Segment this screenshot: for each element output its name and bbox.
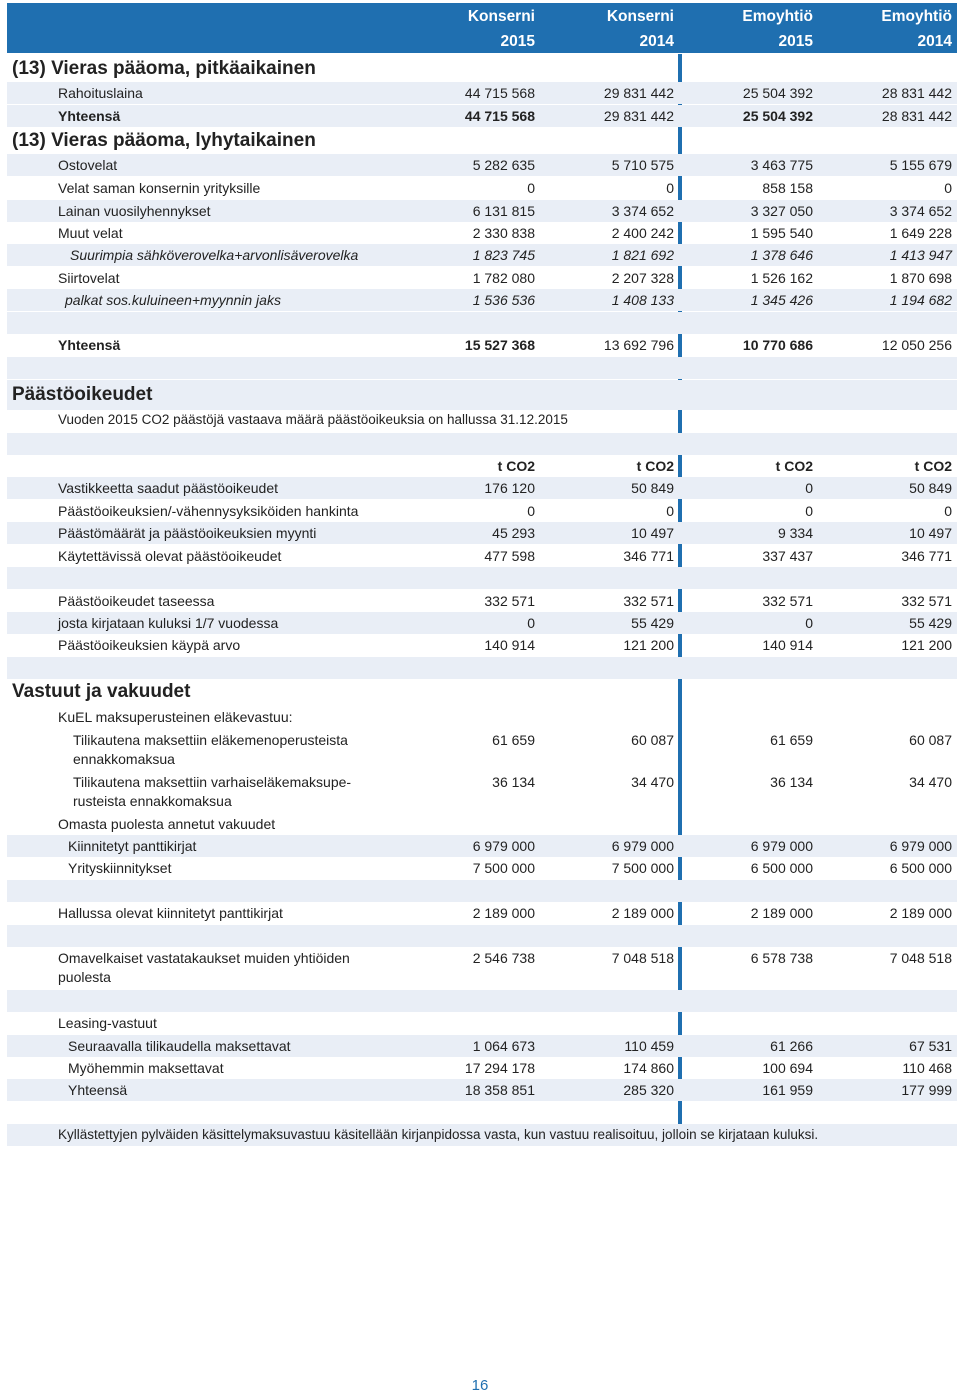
subheading-row <box>7 1012 957 1034</box>
cell: 7 500 000 <box>611 860 674 876</box>
cell: 61 659 <box>770 732 813 748</box>
cell: 0 <box>527 615 535 631</box>
cell: 140 914 <box>484 637 535 653</box>
cell: 346 771 <box>901 548 952 564</box>
cell: 2 400 242 <box>611 225 674 241</box>
table-row-total <box>7 105 957 127</box>
col-year-4: 2014 <box>917 33 952 50</box>
table-row <box>7 545 957 567</box>
unit-label: t CO2 <box>775 458 813 474</box>
table-row <box>7 835 957 857</box>
cell: 332 571 <box>484 593 535 609</box>
table-row <box>7 522 957 544</box>
cell: 2 207 328 <box>611 270 674 286</box>
cell: 1 782 080 <box>472 270 535 286</box>
cell: 28 831 442 <box>881 85 952 101</box>
cell: 2 189 000 <box>889 905 952 921</box>
table-row <box>7 634 957 656</box>
cell: 5 710 575 <box>611 157 674 173</box>
cell: 29 831 442 <box>603 108 674 124</box>
row-label: Yhteensä <box>58 337 121 353</box>
spacer-row <box>7 357 957 379</box>
cell: 6 578 738 <box>750 950 813 966</box>
cell: 44 715 568 <box>464 85 535 101</box>
cell: 50 849 <box>909 480 952 496</box>
cell: 25 504 392 <box>742 108 813 124</box>
cell: 6 500 000 <box>889 860 952 876</box>
table-row <box>7 731 957 771</box>
table-row <box>7 857 957 879</box>
cell: 2 546 738 <box>472 950 535 966</box>
cell: 10 497 <box>631 525 674 541</box>
cell: 858 158 <box>762 180 813 196</box>
cell: 10 770 686 <box>742 337 813 353</box>
row-label: Suurimpia sähköverovelka+arvonlisäverovelka <box>70 247 359 263</box>
cell: 121 200 <box>901 637 952 653</box>
col-entity-4: Emoyhtiö <box>881 8 952 25</box>
table-row <box>7 200 957 222</box>
col-entity-2: Konserni <box>606 8 674 25</box>
emissions-note: Vuoden 2015 CO2 päästöjä vastaava määrä päästöoikeuksia on hallussa 31.12.2015 <box>58 412 568 427</box>
footer-note: Kyllästettyjen pylväiden käsittelymaksuvastuu käsitellään kirjanpidossa vasta, kun vastuu realisoituu, jolloin se kirjataan kuluksi. <box>58 1127 819 1142</box>
subheading: KuEL maksuperusteinen eläkevastuu: <box>58 709 293 725</box>
cell: 1 064 673 <box>472 1038 535 1054</box>
cell: 0 <box>666 503 674 519</box>
row-label: Seuraavalla tilikaudella maksettavat <box>68 1038 291 1054</box>
table-row <box>7 612 957 634</box>
table-row <box>7 177 957 199</box>
cell: 0 <box>527 180 535 196</box>
cell: 44 715 568 <box>464 108 535 124</box>
cell: 332 571 <box>901 593 952 609</box>
cell: 1 649 228 <box>889 225 952 241</box>
cell: 285 320 <box>623 1082 674 1098</box>
cell: 1 823 745 <box>472 247 535 263</box>
cell: 1 413 947 <box>889 247 952 263</box>
cell: 61 266 <box>770 1038 813 1054</box>
cell: 1 345 426 <box>750 292 813 308</box>
row-label: Käytettävissä olevat päästöoikeudet <box>58 548 282 564</box>
cell: 55 429 <box>909 615 952 631</box>
cell: 7 048 518 <box>889 950 952 966</box>
unit-label: t CO2 <box>914 458 952 474</box>
spacer-row <box>7 312 957 334</box>
cell: 13 692 796 <box>603 337 674 353</box>
cell: 3 463 775 <box>750 157 813 173</box>
spacer-row <box>7 880 957 902</box>
subheading-row <box>7 706 957 728</box>
row-label: Omavelkaiset vastatakaukset muiden yhtiöiden puolesta <box>58 950 350 985</box>
cell: 346 771 <box>623 548 674 564</box>
cell: 477 598 <box>484 548 535 564</box>
cell: 7 500 000 <box>472 860 535 876</box>
cell: 174 860 <box>623 1060 674 1076</box>
cell: 161 959 <box>762 1082 813 1098</box>
table-row <box>7 289 957 311</box>
cell: 17 294 178 <box>464 1060 535 1076</box>
cell: 36 134 <box>492 774 535 790</box>
column-header <box>7 3 957 53</box>
section-title-long-term: (13) Vieras pääoma, pitkäaikainen <box>12 58 316 79</box>
cell: 3 374 652 <box>611 203 674 219</box>
cell: 0 <box>666 180 674 196</box>
spacer-row <box>7 433 957 455</box>
row-label: Velat saman konsernin yrityksille <box>58 180 261 196</box>
cell: 332 571 <box>762 593 813 609</box>
cell: 67 531 <box>909 1038 952 1054</box>
subheading: Leasing-vastuut <box>58 1015 157 1031</box>
spacer-row <box>7 657 957 679</box>
cell: 25 504 392 <box>742 85 813 101</box>
cell: 110 459 <box>624 1038 674 1054</box>
cell: 28 831 442 <box>881 108 952 124</box>
cell: 3 374 652 <box>889 203 952 219</box>
cell: 0 <box>944 180 952 196</box>
cell: 1 595 540 <box>750 225 813 241</box>
cell: 34 470 <box>909 774 952 790</box>
cell: 55 429 <box>631 615 674 631</box>
cell: 34 470 <box>631 774 674 790</box>
footer-row <box>7 1124 957 1146</box>
spacer-row <box>7 925 957 947</box>
row-label: Tilikautena maksettiin eläkemenoperusteista ennakkomaksua <box>73 732 348 767</box>
cell: 6 979 000 <box>889 838 952 854</box>
row-label: Ostovelat <box>58 157 118 173</box>
cell: 18 358 851 <box>464 1082 535 1098</box>
unit-label: t CO2 <box>497 458 535 474</box>
row-label: Rahoituslaina <box>58 85 143 101</box>
table-row <box>7 500 957 522</box>
cell: 60 087 <box>909 732 952 748</box>
row-label: Yhteensä <box>58 108 121 124</box>
table-row <box>7 773 957 813</box>
cell: 177 999 <box>901 1082 952 1098</box>
table-row <box>7 1079 957 1101</box>
cell: 2 189 000 <box>611 905 674 921</box>
cell: 2 330 838 <box>472 225 535 241</box>
section-title-liabilities: Vastuut ja vakuudet <box>12 681 191 702</box>
col-entity-3: Emoyhtiö <box>742 8 813 25</box>
row-label: Päästöoikeudet taseessa <box>58 593 215 609</box>
row-label: Päästöoikeuksien käypä arvo <box>58 637 241 653</box>
table-row <box>7 267 957 289</box>
spacer-row <box>7 567 957 589</box>
row-label: Päästömäärät ja päästöoikeuksien myynti <box>58 525 317 541</box>
cell: 1 378 646 <box>750 247 813 263</box>
cell: 3 327 050 <box>750 203 813 219</box>
cell: 60 087 <box>631 732 674 748</box>
row-label: Myöhemmin maksettavat <box>68 1060 224 1076</box>
cell: 6 979 000 <box>472 838 535 854</box>
cell: 7 048 518 <box>611 950 674 966</box>
subheading: Omasta puolesta annetut vakuudet <box>58 816 276 832</box>
cell: 6 979 000 <box>611 838 674 854</box>
cell: 2 189 000 <box>750 905 813 921</box>
cell: 36 134 <box>770 774 813 790</box>
section-title-emissions: Päästöoikeudet <box>12 384 153 405</box>
table-row <box>7 244 957 266</box>
table-row <box>7 949 957 989</box>
cell: 0 <box>527 503 535 519</box>
section-title-short-term: (13) Vieras pääoma, lyhytaikainen <box>12 130 316 151</box>
cell: 1 194 682 <box>889 292 952 308</box>
row-label: Tilikautena maksettiin varhaiseläkemaksupe-rusteista ennakkomaksua <box>73 774 352 809</box>
table-row <box>7 902 957 924</box>
table-row <box>7 154 957 176</box>
row-label: Vastikkeetta saadut päästöoikeudet <box>58 480 279 496</box>
cell: 50 849 <box>631 480 674 496</box>
table-row-total <box>7 334 957 356</box>
row-label: Yrityskiinnitykset <box>68 860 172 876</box>
row-label: Lainan vuosilyhennykset <box>58 203 211 219</box>
cell: 0 <box>805 615 813 631</box>
cell: 0 <box>805 480 813 496</box>
cell: 10 497 <box>909 525 952 541</box>
cell: 9 334 <box>777 525 813 541</box>
spacer-row <box>7 990 957 1012</box>
cell: 337 437 <box>762 548 813 564</box>
cell: 1 536 536 <box>472 292 535 308</box>
cell: 6 131 815 <box>472 203 535 219</box>
cell: 1 870 698 <box>889 270 952 286</box>
unit-label: t CO2 <box>636 458 674 474</box>
cell: 140 914 <box>762 637 813 653</box>
table-row <box>7 222 957 244</box>
cell: 110 468 <box>902 1060 952 1076</box>
row-label: josta kirjataan kuluksi 1/7 vuodessa <box>58 615 279 631</box>
page-number: 16 <box>471 1377 489 1394</box>
cell: 5 282 635 <box>472 157 535 173</box>
table-row <box>7 590 957 612</box>
cell: 1 526 162 <box>750 270 813 286</box>
subheading-row <box>7 813 957 835</box>
table-row <box>7 1035 957 1057</box>
table-row <box>7 82 957 104</box>
col-year-3: 2015 <box>778 33 813 50</box>
cell: 2 189 000 <box>472 905 535 921</box>
cell: 0 <box>805 503 813 519</box>
row-label: Siirtovelat <box>58 270 120 286</box>
cell: 15 527 368 <box>464 337 535 353</box>
cell: 6 500 000 <box>750 860 813 876</box>
table-row <box>7 1057 957 1079</box>
cell: 12 050 256 <box>881 337 952 353</box>
col-entity-1: Konserni <box>467 8 535 25</box>
cell: 6 979 000 <box>750 838 813 854</box>
col-year-1: 2015 <box>500 33 535 50</box>
row-label: Yhteensä <box>68 1082 128 1098</box>
cell: 176 120 <box>484 480 535 496</box>
col-year-2: 2014 <box>639 33 674 50</box>
row-label: Hallussa olevat kiinnitetyt panttikirjat <box>58 905 283 921</box>
cell: 1 821 692 <box>611 247 674 263</box>
row-label: Kiinnitetyt panttikirjat <box>68 838 197 854</box>
cell: 100 694 <box>762 1060 813 1076</box>
row-label: palkat sos.kuluineen+myynnin jaks <box>65 292 281 308</box>
cell: 0 <box>944 503 952 519</box>
row-label: Päästöoikeuksien/-vähennysyksiköiden hankinta <box>58 503 359 519</box>
row-label: Muut velat <box>58 225 123 241</box>
cell: 61 659 <box>492 732 535 748</box>
cell: 1 408 133 <box>611 292 674 308</box>
cell: 29 831 442 <box>603 85 674 101</box>
cell: 5 155 679 <box>889 157 952 173</box>
cell: 45 293 <box>492 525 535 541</box>
table-row <box>7 477 957 499</box>
cell: 332 571 <box>623 593 674 609</box>
cell: 121 200 <box>623 637 674 653</box>
unit-row <box>7 455 957 477</box>
